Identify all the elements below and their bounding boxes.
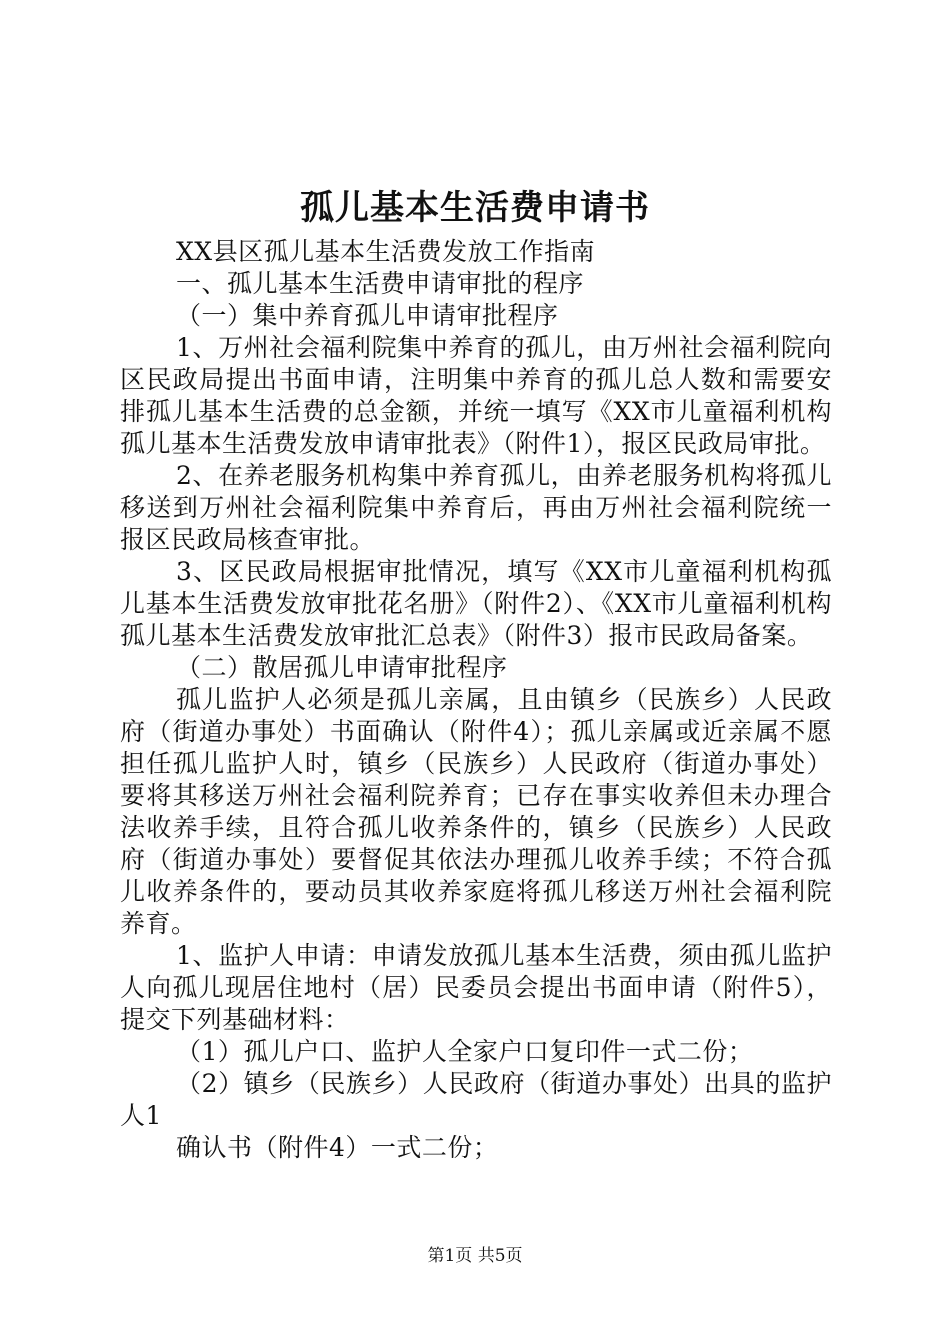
paragraph-item-3: 3、区民政局根据审批情况，填写《XX市儿童福利机构孤儿基本生活费发放审批花名册》（附件2）、《XX市儿童福利机构孤儿基本生活费发放审批汇总表》（附件3）报市民政局备案。: [120, 557, 832, 650]
paragraph-guardian-rules: 孤儿监护人必须是孤儿亲属，且由镇乡（民族乡）人民政府（街道办事处）书面确认（附件4）；孤儿亲属或近亲属不愿担任孤儿监护人时，镇乡（民族乡）人民政府（街道办事处）要将其移送万州社会福利院养育；已存在事实收养但未办理合法收养手续，且符合孤儿收养条件的，镇乡（民族乡）人民政府（街道办事处）要督促其依法办理孤儿收养手续；不符合孤儿收养条件的，要动员其收养家庭将孤儿移送万州社会福利院养育。: [120, 685, 832, 938]
paragraph-item-2: 2、在养老服务机构集中养育孤儿，由养老服务机构将孤儿移送到万州社会福利院集中养育后，再由万州社会福利院统一报区民政局核查审批。: [120, 461, 832, 554]
paragraph-section-one: 一、孤儿基本生活费申请审批的程序: [176, 269, 585, 298]
document-title: 孤儿基本生活费申请书: [300, 188, 650, 228]
paragraph-subsection-one: （一）集中养育孤儿申请审批程序: [176, 301, 559, 330]
paragraph-guide-heading: XX县区孤儿基本生活费发放工作指南: [176, 237, 596, 266]
page-footer: 第1页 共5页: [427, 1246, 523, 1266]
paragraph-guardian-application: 1、监护人申请：申请发放孤儿基本生活费，须由孤儿监护人向孤儿现居住地村（居）民委员会提出书面申请（附件5），提交下列基础材料：: [120, 941, 832, 1034]
paragraph-confirmation: 确认书（附件4）一式二份；: [176, 1133, 499, 1162]
paragraph-item-1: 1、万州社会福利院集中养育的孤儿，由万州社会福利院向区民政局提出书面申请，注明集中养育的孤儿总人数和需要安排孤儿基本生活费的总金额，并统一填写《XX市儿童福利机构孤儿基本生活费发放申请审批表》（附件1），报区民政局审批。: [120, 333, 832, 458]
document-body: [120, 236, 832, 1164]
paragraph-subsection-two: （二）散居孤儿申请审批程序: [176, 653, 508, 682]
paragraph-material-2: （2）镇乡（民族乡）人民政府（街道办事处）出具的监护人1: [120, 1069, 832, 1130]
paragraph-material-1: （1）孤儿户口、监护人全家户口复印件一式二份；: [176, 1037, 754, 1066]
